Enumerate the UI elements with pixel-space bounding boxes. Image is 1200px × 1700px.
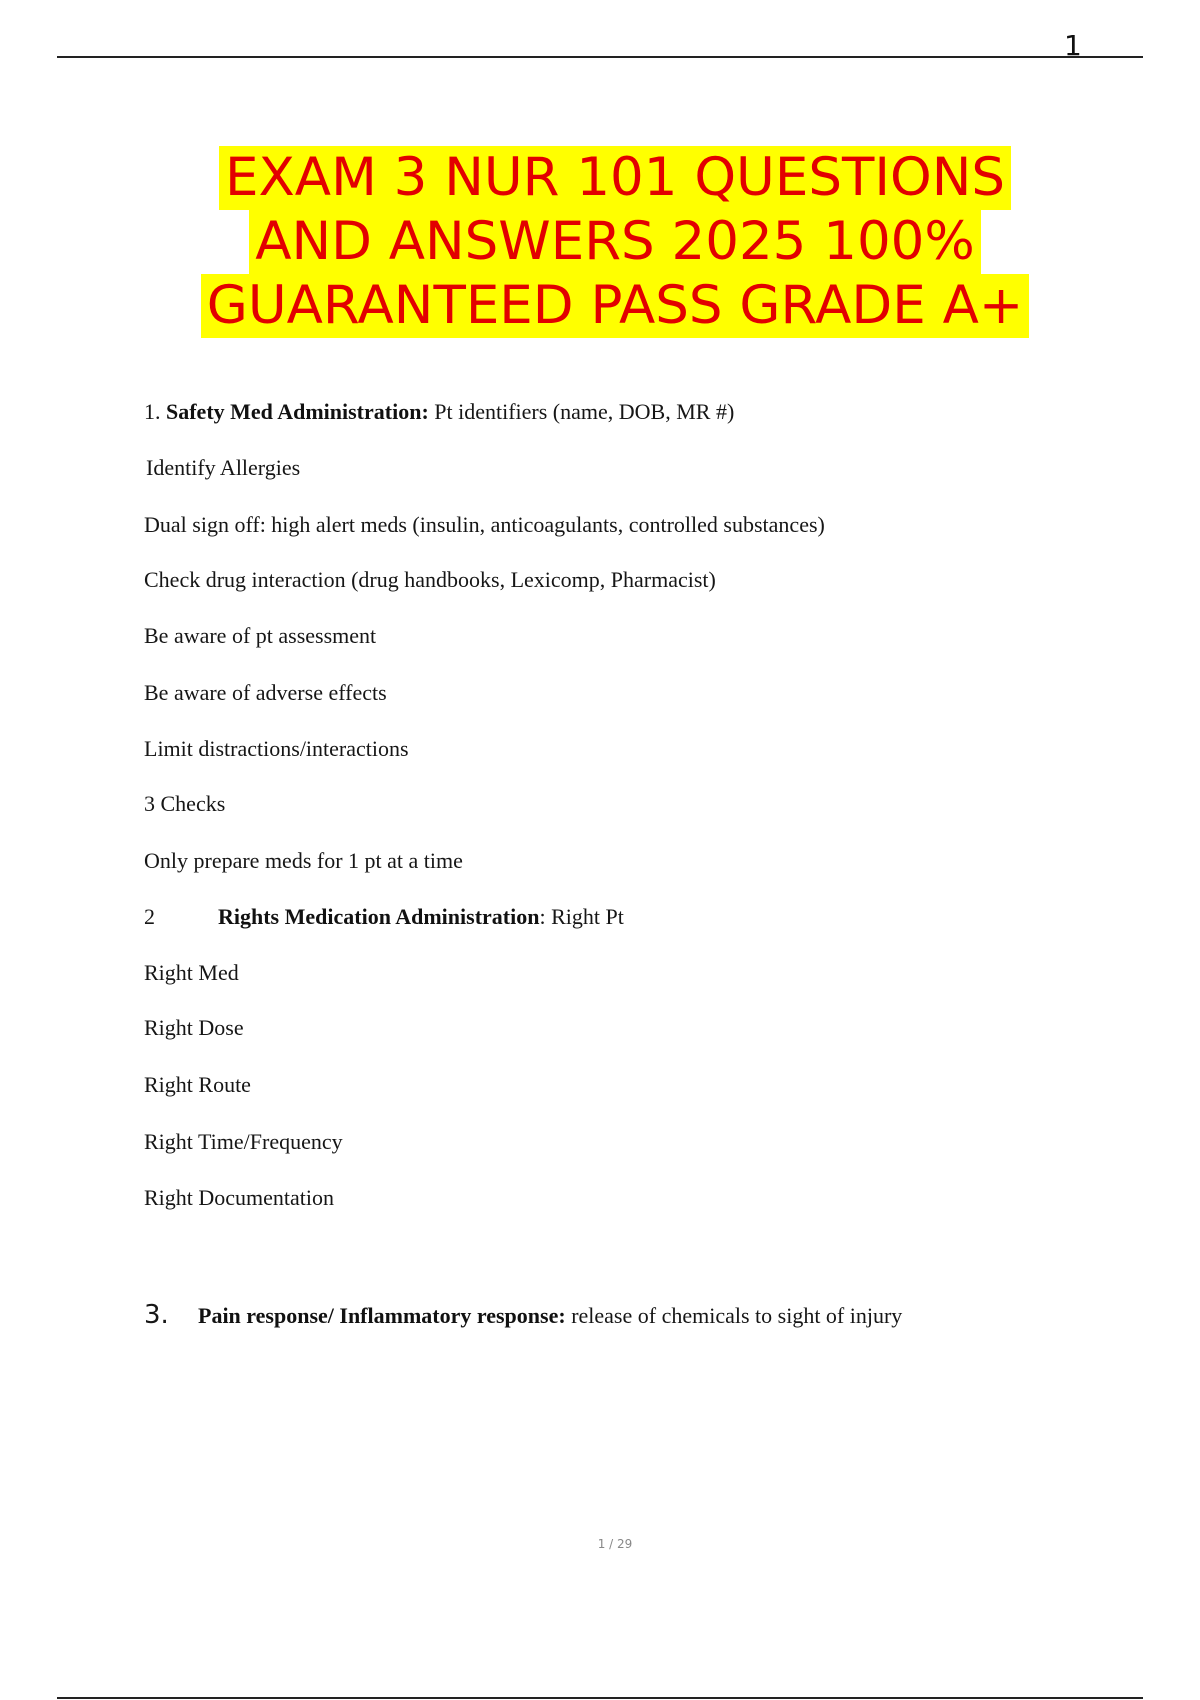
footer-rule <box>57 1697 1143 1699</box>
question-2-item: Right Med <box>144 960 239 985</box>
page-indicator: 1 / 29 <box>597 1537 633 1551</box>
question-1-number: 1. <box>144 399 161 424</box>
title-line-2: AND ANSWERS 2025 100% <box>249 210 981 274</box>
question-2-item: Right Dose <box>144 1015 244 1040</box>
question-2-answer: : Right Pt <box>539 904 624 929</box>
question-1-item: Be aware of adverse effects <box>144 680 387 705</box>
header-rule <box>57 56 1143 58</box>
question-2 <box>144 904 624 930</box>
question-1-answer: Pt identifiers (name, DOB, MR #) <box>428 399 735 424</box>
question-3-answer: release of chemicals to sight of injury <box>565 1303 903 1328</box>
question-2-number: 2 <box>144 904 155 929</box>
question-3-number: 3. <box>144 1300 169 1330</box>
question-1-heading: Safety Med Administration: <box>166 399 429 424</box>
question-1-item: Dual sign off: high alert meds (insulin, anticoagulants, controlled substances) <box>144 512 825 537</box>
question-1-item: Identify Allergies <box>146 455 301 480</box>
page-number: 1 <box>1064 29 1082 62</box>
question-1-item: Be aware of pt assessment <box>144 623 377 648</box>
question-3-heading: Pain response/ Inflammatory response: <box>198 1303 566 1328</box>
question-2-item: Right Documentation <box>144 1185 335 1210</box>
title-line-1: EXAM 3 NUR 101 QUESTIONS <box>219 146 1011 210</box>
title-line-3: GUARANTEED PASS GRADE A+ <box>201 274 1029 338</box>
question-1-item: Only prepare meds for 1 pt at a time <box>144 848 463 873</box>
document-title <box>150 146 1080 338</box>
question-2-heading: Rights Medication Administration <box>218 904 540 929</box>
question-2-item: Right Time/Frequency <box>144 1129 343 1154</box>
question-1-item: 3 Checks <box>144 791 226 816</box>
question-2-item: Right Route <box>144 1072 251 1097</box>
question-3 <box>144 1302 902 1329</box>
question-1 <box>144 399 734 425</box>
question-1-item: Check drug interaction (drug handbooks, Lexicomp, Pharmacist) <box>144 567 716 592</box>
question-1-item: Limit distractions/interactions <box>144 736 409 761</box>
